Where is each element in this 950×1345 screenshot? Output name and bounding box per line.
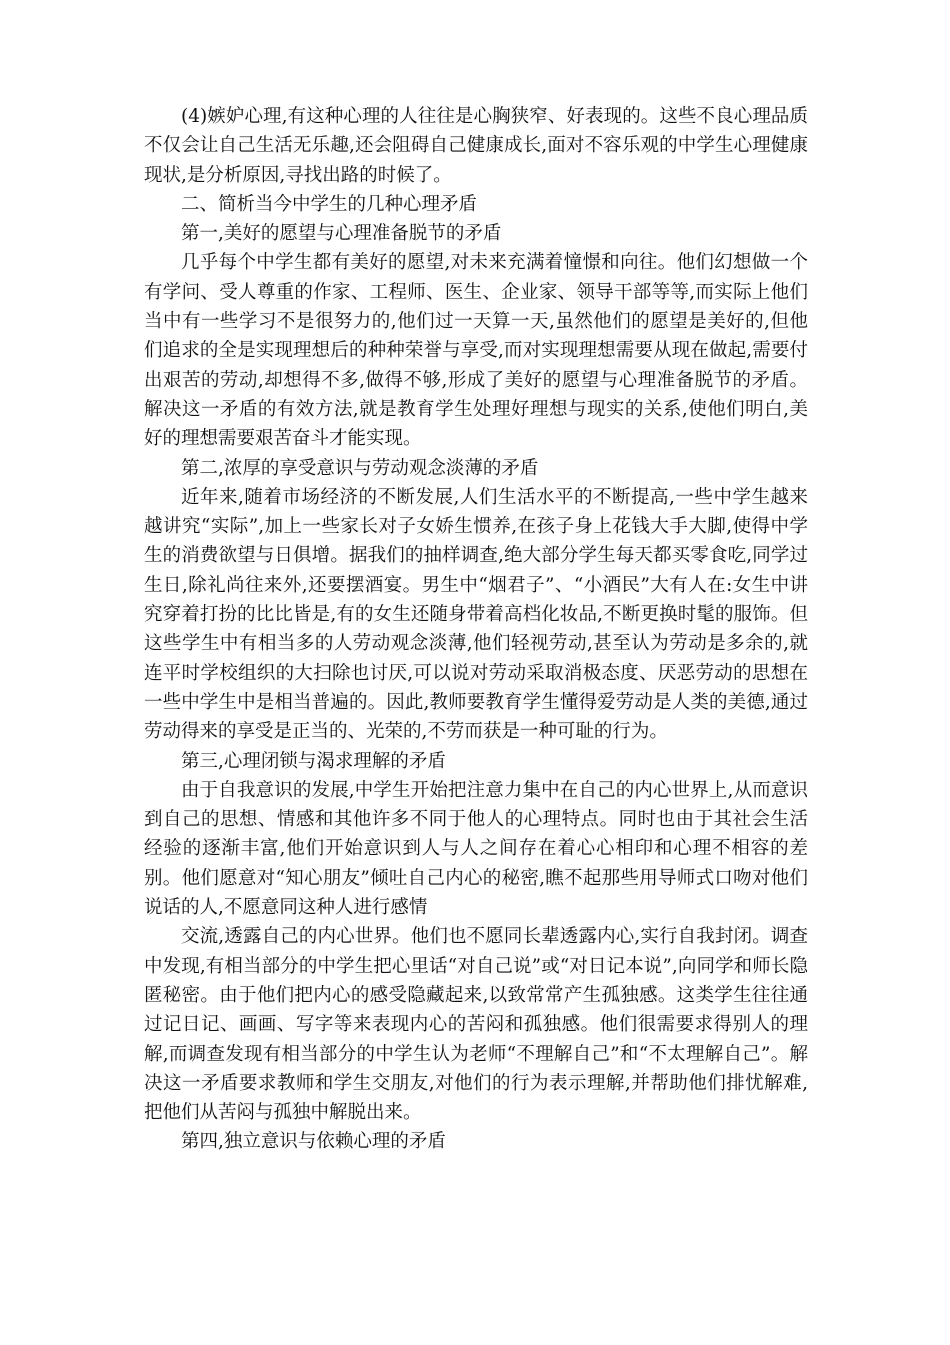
paragraph-second-contradiction: 近年来,随着市场经济的不断发展,人们生活水平的不断提高,一些中学生越来越讲究“实际”,加上一些家长对子女娇生惯养,在孩子身上花钱大手大脚,使得中学生的消费欲望与日俱增。据我们的抽样调查,绝大部分学生每天都买零食吃,同学过生日,除礼尚往来外,还要摆酒宴。男生中“烟君子”、“小酒民”大有人在:女生中讲究穿着打扮的比比皆是,有的女生还随身带着高档化妆品,不断更换时髦的服饰。但这些学生中有相当多的人劳动观念淡薄,他们轻视劳动,甚至认为劳动是多余的,就连平时学校组织的大扫除也讨厌,可以说对劳动采取消极态度、厌恶劳动的思想在一些中学生中是相当普遍的。因此,教师要教育学生懂得爱劳动是人类的美德,通过劳动得来的享受是正当的、光荣的,不劳而获是一种可耻的行为。 <box>144 486 808 743</box>
document-body <box>144 102 808 1157</box>
paragraph-first-contradiction: 几乎每个中学生都有美好的愿望,对未来充满着憧憬和向往。他们幻想做一个有学问、受人尊重的作家、工程师、医生、企业家、领导干部等等,而实际上他们当中有一些学习不是很努力的,他们过一天算一天,虽然他们的愿望是美好的,但他们追求的全是实现理想后的种种荣誉与享受,而对实现理想需要从现在做起,需要付出艰苦的劳动,却想得不多,做得不够,形成了美好的愿望与心理准备脱节的矛盾。解决这一矛盾的有效方法,就是教育学生处理好理想与现实的关系,使他们明白,美好的理想需要艰苦奋斗才能实现。 <box>144 252 808 450</box>
paragraph-third-contradiction: 由于自我意识的发展,中学生开始把注意力集中在自己的内心世界上,从而意识到自己的思想、情感和其他许多不同于他人的心理特点。同时也由于其社会生活经验的逐渐丰富,他们开始意识到人与人之间存在着心心相印和心理不相容的差别。他们愿意对“知心朋友”倾吐自己内心的秘密,瞧不起那些用导师式口吻对他们说话的人,不愿意同这种人进行感情 <box>144 779 808 919</box>
section-heading-contradictions: 二、简析当今中学生的几种心理矛盾 <box>181 193 478 215</box>
paragraph-third-contradiction-continued: 交流,透露自己的内心世界。他们也不愿同长辈透露内心,实行自我封闭。调查中发现,有相当部分的中学生把心里话“对自己说”或“对日记本说”,向同学和师长隐匿秘密。由于他们把内心的感受隐藏起来,以致常常产生孤独感。这类学生往往通过记日记、画画、写字等来表现内心的苦闷和孤独感。他们很需要求得别人的理解,而调查发现有相当部分的中学生认为老师“不理解自己”和“不太理解自己”。解决这一矛盾要求教师和学生交朋友,对他们的行为表示理解,并帮助他们排忧解难,把他们从苦闷与孤独中解脱出来。 <box>144 926 808 1124</box>
subheading-first-contradiction: 第一,美好的愿望与心理准备脱节的矛盾 <box>181 223 502 245</box>
subheading-second-contradiction: 第二,浓厚的享受意识与劳动观念淡薄的矛盾 <box>181 457 539 479</box>
paragraph-jealousy-psychology: (4)嫉妒心理,有这种心理的人往往是心胸狭窄、好表现的。这些不良心理品质不仅会让自己生活无乐趣,还会阻碍自己健康成长,面对不容乐观的中学生心理健康现状,是分析原因,寻找出路的时候了。 <box>144 106 808 186</box>
subheading-fourth-contradiction: 第四,独立意识与依赖心理的矛盾 <box>181 1131 446 1153</box>
subheading-third-contradiction: 第三,心理闭锁与渴求理解的矛盾 <box>181 750 446 772</box>
